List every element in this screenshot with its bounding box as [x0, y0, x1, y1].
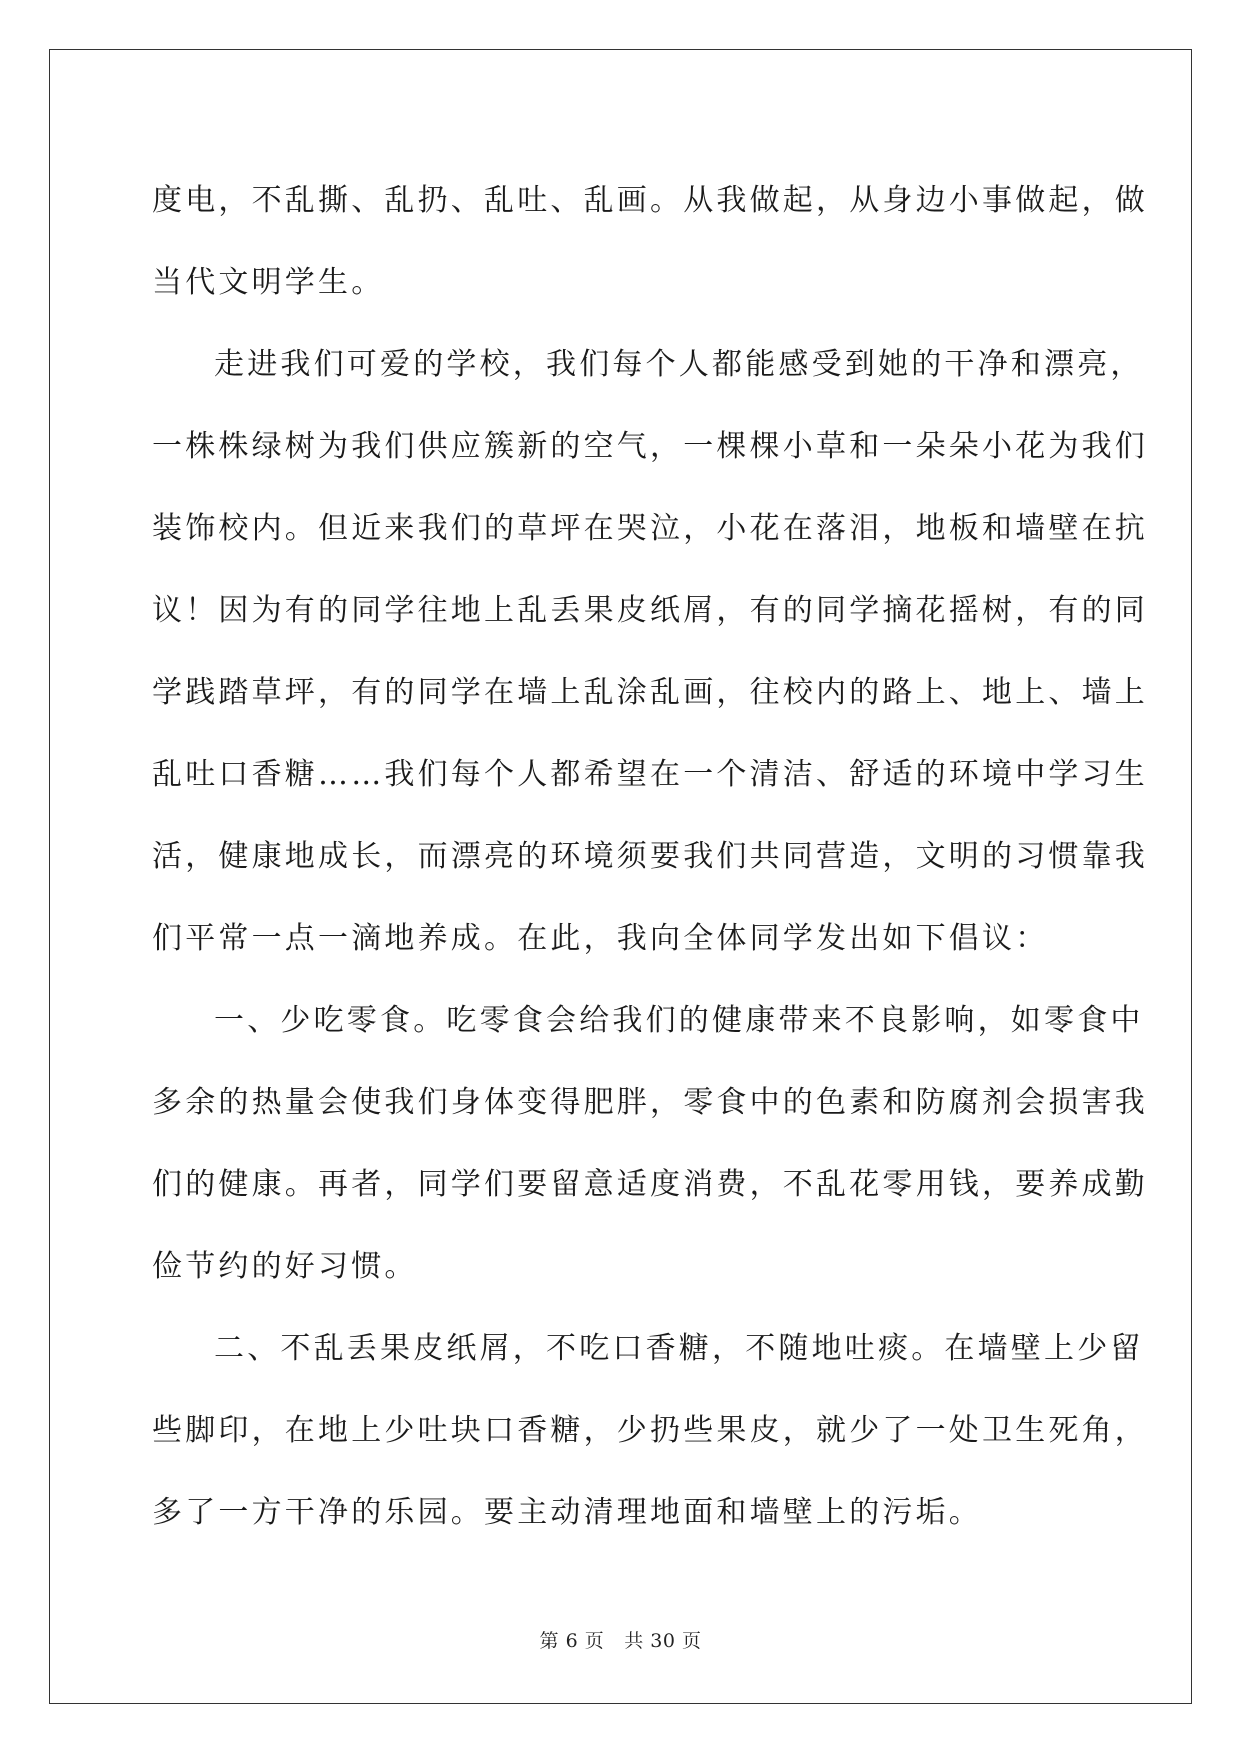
text-line [152, 980, 1144, 1062]
line-text: 多了一方干净的乐园。要主动清理地面和墙壁上的污垢。 [152, 1495, 982, 1530]
text-line [152, 1390, 1148, 1472]
text-line [152, 160, 1148, 242]
line-text: 二、不乱丢果皮纸屑，不吃口香糖，不随地吐痰。在墙壁上少留 [214, 1331, 1144, 1366]
line-text: 乱吐口香糖……我们每个人都希望在一个清洁、舒适的环境中学习生 [152, 757, 1148, 792]
document-body [152, 160, 1148, 1554]
line-text: 一、少吃零食。吃零食会给我们的健康带来不良影响，如零食中 [214, 1003, 1144, 1038]
paragraph [152, 980, 1148, 1308]
text-line [152, 652, 1148, 734]
text-line [152, 1226, 1090, 1308]
line-text: 活，健康地成长，而漂亮的环境须要我们共同营造，文明的习惯靠我 [152, 839, 1148, 874]
text-line [152, 406, 1148, 488]
page-number: 第 6 页 [539, 1630, 605, 1652]
line-text: 些脚印，在地上少吐块口香糖，少扔些果皮，就少了一处卫生死角， [152, 1413, 1148, 1448]
page-footer [0, 1626, 1241, 1653]
text-line [152, 898, 1090, 980]
line-text: 们的健康。再者，同学们要留意适度消费，不乱花零用钱，要养成勤 [152, 1167, 1148, 1202]
text-line [152, 816, 1148, 898]
text-line [152, 1472, 1090, 1554]
text-line [152, 488, 1148, 570]
text-line [152, 570, 1148, 652]
text-line [152, 1144, 1148, 1226]
line-text: 议！因为有的同学往地上乱丢果皮纸屑，有的同学摘花摇树，有的同 [152, 593, 1148, 628]
text-line [152, 1308, 1144, 1390]
line-text: 当代文明学生。 [152, 265, 385, 300]
paragraph [152, 324, 1148, 980]
line-text: 装饰校内。但近来我们的草坪在哭泣，小花在落泪，地板和墙壁在抗 [152, 511, 1148, 546]
paragraph [152, 160, 1148, 324]
line-text: 度电，不乱撕、乱扔、乱吐、乱画。从我做起，从身边小事做起，做 [152, 183, 1148, 218]
line-text: 俭节约的好习惯。 [152, 1249, 418, 1284]
text-line [152, 1062, 1148, 1144]
text-line [152, 242, 1090, 324]
line-text: 学践踏草坪，有的同学在墙上乱涂乱画，往校内的路上、地上、墙上 [152, 675, 1148, 710]
paragraph [152, 1308, 1148, 1554]
line-text: 走进我们可爱的学校，我们每个人都能感受到她的干净和漂亮， [214, 347, 1144, 382]
line-text: 一株株绿树为我们供应簇新的空气，一棵棵小草和一朵朵小花为我们 [152, 429, 1148, 464]
line-text: 多余的热量会使我们身体变得肥胖，零食中的色素和防腐剂会损害我 [152, 1085, 1148, 1120]
text-line [152, 324, 1144, 406]
page-total: 共 30 页 [624, 1630, 702, 1652]
line-text: 们平常一点一滴地养成。在此，我向全体同学发出如下倡议： [152, 921, 1049, 956]
text-line [152, 734, 1148, 816]
